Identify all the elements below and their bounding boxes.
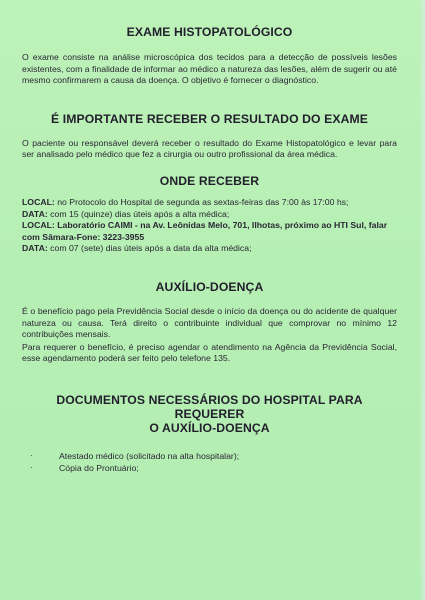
documents-list [30,450,397,475]
section-title-auxilio: AUXÍLIO-DOENÇA [155,279,264,294]
section-title-onde-receber: ONDE RECEBER [159,173,260,188]
documentos-title-line1: DOCUMENTOS NECESSÁRIOS DO HOSPITAL PARA REQUERER [56,392,363,421]
data-label: DATA: [22,243,48,254]
data-laboratorio-text: com 07 (sete) dias úteis após a data da alta médica; [47,243,252,254]
local-laboratorio-line [22,220,397,243]
documentos-title-line2: O AUXÍLIO-DOENÇA [149,420,270,435]
local-laboratorio-text: Laboratório CAIMI - na Av. Leônidas Melo, 701, Ilhotas, próximo ao HTI Sul, falar com Sâmara-Fone: 3223-3955 [22,220,388,242]
data-hospital-line [22,209,397,221]
section-body-auxilio-1: É o benefício pago pela Previdência Social desde o início da doença ou do acidente de qualquer natureza ou causa. Terá direito o contribuinte individual que comprovar no mínimo 12 contribuições mensais. [22,305,397,340]
bullet-icon: · [30,463,33,473]
section-body-exame: O exame consiste na análise microscópica dos tecidos para a detecção de possíveis lesões existentes, com a finalidade de informar ao médico a natureza das lesões, além de sugerir ou até mesmo confirmarem a causa da doença. O objetivo é fornecer o diagnóstico. [22,52,397,86]
section-title-documentos [22,393,397,435]
section-title-exame: EXAME HISTOPATOLÓGICO [126,25,293,39]
local-label: LOCAL: [22,220,55,231]
section-body-auxilio-2: Para requerer o benefício, é preciso agendar o atendimento na Agência da Previdência Social, esse agendamento poderá ser feito pelo telefone 135. [22,341,397,364]
local-hospital-text: no Protocolo do Hospital de segunda as sextas-feiras das 7:00 às 17:00 hs; [54,196,349,207]
list-item [30,450,397,463]
data-hospital-text: com 15 (quinze) dias úteis após a alta médica; [47,208,230,219]
data-laboratorio-line [22,243,397,255]
list-item [30,462,397,475]
section-title-importante: É IMPORTANTE RECEBER O RESULTADO DO EXAME [51,111,368,126]
data-label: DATA: [22,208,48,219]
local-label: LOCAL: [22,196,55,207]
list-item-text: Atestado médico (solicitado na alta hospitalar); [59,450,240,461]
bullet-icon: · [30,450,33,460]
section-body-importante: O paciente ou responsável deverá receber o resultado do Exame Histopatológico e levar para ser analisado pelo médico que fez a cirurgia ou outro profissional da área médica. [22,137,397,160]
list-item-text: Cópia do Prontuário; [59,463,139,474]
section-body-onde-receber [22,197,397,255]
local-hospital-line [22,197,397,209]
